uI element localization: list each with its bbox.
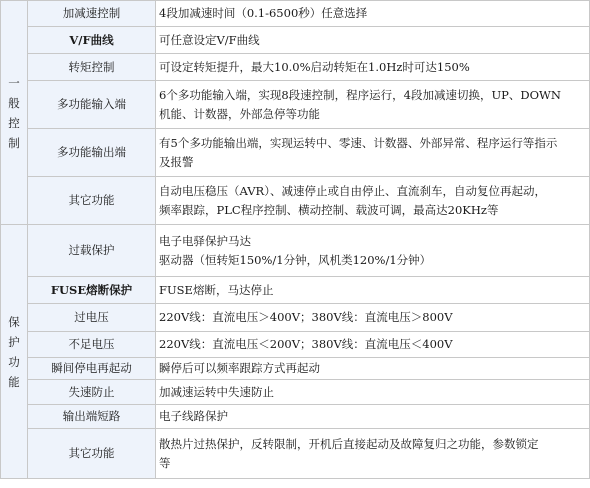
- value-line: FUSE熔断，马达停止: [159, 282, 274, 297]
- value-line: 及报警: [159, 154, 194, 169]
- table-row: [1, 54, 590, 81]
- table-row: [1, 81, 590, 129]
- table-row: [1, 332, 590, 358]
- value-line: 瞬停后可以频率跟踪方式再起动: [159, 361, 320, 375]
- row-label: 转矩控制: [28, 54, 156, 81]
- row-value: [156, 54, 590, 81]
- row-label: 过电压: [28, 304, 156, 332]
- row-value: [156, 358, 590, 380]
- row-value: [156, 27, 590, 54]
- table-row: [1, 405, 590, 429]
- row-value: [156, 405, 590, 429]
- row-label: 瞬间停电再起动: [28, 358, 156, 380]
- row-label: V/F曲线: [28, 27, 156, 54]
- category-label: 一般控制: [8, 75, 20, 150]
- row-label: 失速防止: [28, 380, 156, 405]
- row-label: 不足电压: [28, 332, 156, 358]
- category-general: [1, 1, 28, 225]
- table-row: [1, 177, 590, 225]
- value-line: 等: [159, 455, 171, 470]
- value-line: 可任意设定V/F曲线: [159, 32, 260, 47]
- row-label: 输出端短路: [28, 405, 156, 429]
- row-label: 其它功能: [28, 429, 156, 479]
- row-value: [156, 380, 590, 405]
- row-label: 多功能输出端: [28, 129, 156, 177]
- row-value: [156, 429, 590, 479]
- table-row: [1, 27, 590, 54]
- row-value: [156, 332, 590, 358]
- category-label: 保护功能: [8, 314, 20, 389]
- table-row: [1, 304, 590, 332]
- row-value: [156, 1, 590, 27]
- table-row: [1, 129, 590, 177]
- table-row: [1, 380, 590, 405]
- value-line: 自动电压稳压（AVR）、减速停止或自由停止、直流刹车，自动复位再起动，: [159, 183, 546, 198]
- row-value: [156, 277, 590, 304]
- value-line: 驱动器（恒转矩150%/1分钟，风机类120%/1分钟）: [159, 252, 432, 267]
- value-line: 220V线：直流电压＜200V；380V线：直流电压＜400V: [159, 337, 453, 351]
- row-value: [156, 177, 590, 225]
- row-value: [156, 81, 590, 129]
- row-value: [156, 304, 590, 332]
- row-label: 多功能输入端: [28, 81, 156, 129]
- value-line: 电子电驿保护马达: [159, 233, 251, 248]
- value-line: 220V线：直流电压＞400V；380V线：直流电压＞800V: [159, 310, 453, 324]
- table-row: [1, 277, 590, 304]
- table-row: [1, 225, 590, 277]
- row-value: [156, 225, 590, 277]
- row-label: 过载保护: [28, 225, 156, 277]
- value-line: 散热片过热保护，反转限制，开机后直接起动及故障复归之功能，参数锁定: [159, 436, 539, 451]
- value-line: 电子线路保护: [159, 409, 228, 423]
- value-line: 有5个多功能输出端，实现运转中、零速、计数器、外部异常、程序运行等指示: [159, 135, 558, 150]
- value-line: 可设定转矩提升，最大10.0%启动转矩在1.0Hz时可达150%: [159, 59, 470, 74]
- table-row: [1, 1, 590, 27]
- value-line: 4段加减速时间（0.1-6500秒）任意选择: [159, 6, 368, 20]
- row-label: 加减速控制: [28, 1, 156, 27]
- value-line: 机能、计数器，外部急停等功能: [159, 106, 320, 121]
- table-row: [1, 429, 590, 479]
- row-label: FUSE熔断保护: [28, 277, 156, 304]
- category-protection: [1, 225, 28, 479]
- row-value: [156, 129, 590, 177]
- value-line: 加减速运转中失速防止: [159, 384, 274, 399]
- value-line: 频率跟踪，PLC程序控制、横动控制、载波可调，最高达20KHz等: [159, 202, 499, 217]
- table-row: [1, 358, 590, 380]
- value-line: 6个多功能输入端，实现8段速控制，程序运行，4段加减速切换，UP、DOWN: [159, 87, 561, 102]
- row-label: 其它功能: [28, 177, 156, 225]
